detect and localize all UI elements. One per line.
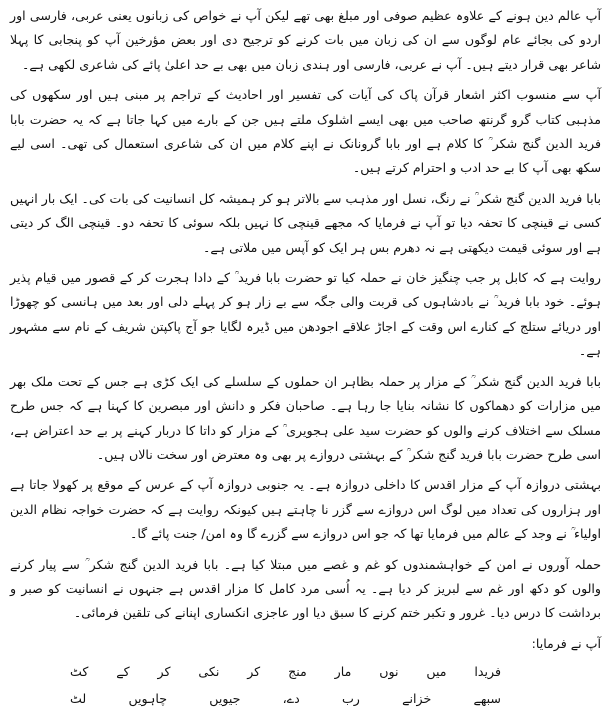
punjabi-couplet: [10, 658, 601, 712]
verse-word: لٹ: [70, 691, 87, 707]
verse-word: رب: [341, 691, 360, 707]
verse-line-2: [70, 685, 501, 712]
paragraph-6: بہشتی دروازہ آپ کے مزار اقدس کا داخلی دروازہ ہے۔ یہ جنوبی دروازہ آپ کے عرس کے موقع پر کھولا جاتا ہے اور ہزاروں کی تعداد میں لوگ اس دروازے سے گزر نا چاہتے ہیں کیونکہ روایت ہے کہ حضرت خواجہ نظام الدین اولیاء ؒ نے وجد کے عالم میں فرمایا تھا کہ جو اس دروازے سے گزرے گا وہ امن/ جنت پائے گا۔: [10, 477, 601, 542]
paragraph-4: روایت ہے کہ کابل پر جب چنگیز خان نے حملہ کیا تو حضرت بابا فرید ؒ کے دادا ہجرت کر کے قصور میں قیام پذیر ہوئے۔ خود بابا فرید ؒ نے بادشاہوں کی قربت والی جگہ سے بے زار ہو کر پہلے دلی اور بعد میں ہانسی کو چھوڑا اور دریائے ستلج کے کنارے اس وقت کے اجاڑ علاقے اجودھن میں ڈیرہ لگایا جو آج پاکپتن شریف کے نام سے مشہور ہے۔: [10, 270, 601, 359]
verse-intro: آپ نے فرمایا:: [531, 635, 601, 651]
paragraph-3: بابا فرید الدین گنج شکر ؒ نے رنگ، نسل اور مذہب سے بالاتر ہو کر ہمیشہ کل انسانیت کی بات کی۔ ایک بار انہیں کسی نے قینچی کا تحفہ دیا تو آپ نے فرمایا کہ مجھے قینچی کا نہیں بلکہ سوئی کا تحفہ دو۔ قینچی الگ کر دیتی ہے اور سوئی قیمت دیکھتی ہے نہ دھرم بس ہر ایک کو آپس میں ملاتی ہے۔: [10, 190, 601, 255]
paragraph-5: بابا فرید الدین گنج شکر ؒ کے مزار پر حملہ بظاہر ان حملوں کے سلسلے کی ایک کڑی ہے جس کے تحت ملک بھر میں مزارات کو دھماکوں کا نشانہ بنایا جا رہا ہے۔ صاحبان فکر و دانش اور مبصرین کا کہنا ہے کہ جس طرح مسلک سے اختلاف کرنے والوں کو حضرت سید علی ہجویری ؒ کے مزار کو داتا کا دربار کہنے پر بے حد اعتراض ہے، اسی طرح حضرت بابا فرید گنج شکر ؒ کے بہشتی دروازے پر بھی وہ معترض اور سخت نالاں ہیں۔: [10, 373, 601, 462]
verse-word: کر: [157, 664, 171, 680]
verse-word: سبھے: [473, 691, 501, 707]
verse-word: منج: [288, 664, 307, 680]
verse-word: چاہویں: [128, 691, 168, 707]
verse-word: کٹ: [70, 664, 89, 680]
verse-word: نوں: [379, 664, 399, 680]
paragraph-7: حملہ آوروں نے امن کے خواہشمندوں کو غم و غصے میں مبتلا کیا ہے۔ بابا فرید الدین گنج شکر ؒ سے پیار کرنے والوں کو دکھ اور غم سے لبریز کر دیا ہے۔ یہ اُسی مرد کامل کا مزار اقدس ہے جنہوں نے انسانیت کو صبر و برداشت کا درس دیا۔ غرور و تکبر ختم کرنے کا سبق دیا اور عاجزی انکساری اپنانے کی تلقین فرمائی۔: [10, 556, 601, 621]
verse-word: میں: [426, 664, 447, 680]
paragraph-1: آپ عالم دین ہونے کے علاوہ عظیم صوفی اور مبلغ بھی تھے لیکن آپ نے خواص کی زبانوں یعنی عربی، فارسی اور اردو کی بجائے عام لوگوں سے ان کی زبان میں بات کرنے کو ترجیح دی اور بعض مؤرخین آپ کو پنجابی کا پہلا شاعر بھی قرار دیتے ہیں۔ آپ نے عربی، فارسی اور ہندی زبان میں بھی بے حد اعلیٰ پائے کی شاعری لکھی ہے۔: [10, 8, 601, 72]
verse-line-1: [70, 658, 501, 685]
verse-word: مار: [334, 664, 352, 680]
verse-word: خزانے: [402, 691, 432, 707]
verse-word: کے: [116, 664, 130, 680]
verse-word: جیویں: [209, 691, 241, 707]
verse-word: نکی: [198, 664, 220, 680]
verse-word: فریدا: [474, 664, 501, 680]
verse-word: دے،: [282, 691, 300, 707]
verse-word: کر: [247, 664, 261, 680]
paragraph-2: آپ سے منسوب اکثر اشعار قرآن پاک کی آیات کی تفسیر اور احادیث کے تراجم پر مبنی ہیں اور سکھوں کی مذہبی کتاب گرو گرنتھ صاحب میں بھی ایسے اشلوک ملتے ہیں جن کے بارے میں کہا جاتا ہے کہ یہ حضرت بابا فرید الدین گنج شکر ؒ کا کلام ہے اور بابا گرونانک نے اپنے کلام میں ان کی شاعری استعمال کی تھی۔ اسی لیے سکھ بھی آپ کا بے حد ادب و احترام کرتے ہیں۔: [10, 87, 601, 176]
